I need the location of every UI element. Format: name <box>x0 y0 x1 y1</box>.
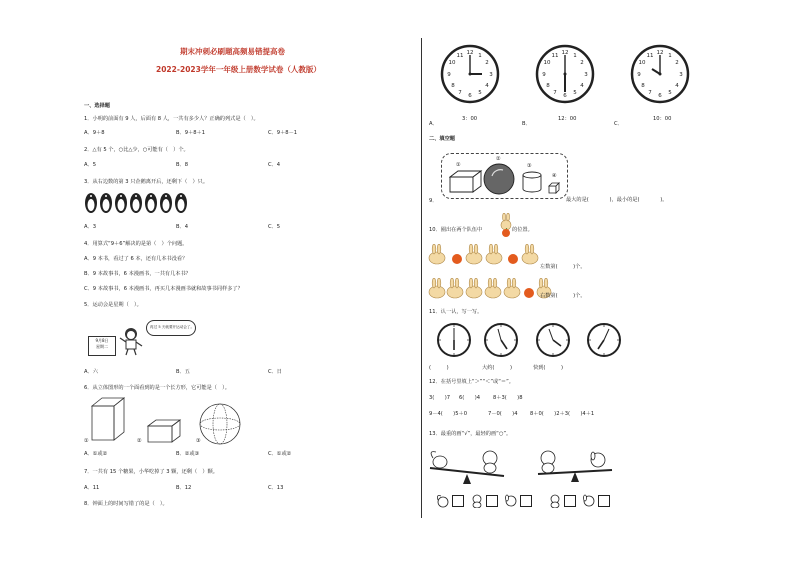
shape-number-3: ③ <box>527 163 532 169</box>
svg-text:10: 10 <box>638 60 646 66</box>
seesaw-left-icon <box>428 448 508 488</box>
svg-text:12: 12 <box>561 50 569 56</box>
exam-title: 期末冲刺必刷题高频易错提高卷 <box>180 47 285 56</box>
svg-text:6: 6 <box>468 93 472 99</box>
monkey-answer-icon <box>548 494 562 508</box>
q2-option-c[interactable]: C．4 <box>268 162 281 168</box>
svg-text:4: 4 <box>485 83 489 89</box>
svg-text:9: 9 <box>447 72 451 78</box>
clock-caption-c: 10：00 <box>653 116 672 122</box>
q12-item-2[interactable]: 6( )4 <box>459 395 481 401</box>
penguin-icon <box>130 193 142 213</box>
q12-item-4[interactable]: 9－4( )5＋0 <box>429 411 467 417</box>
question-7: 7．一共有 15 个糖果，小华吃掉了 3 颗，还剩（ ）颗。 <box>84 469 218 475</box>
clock-face-icon <box>535 44 595 104</box>
exam-subtitle: 2022-2023学年一年级上册数学试卷（人教版） <box>156 65 321 74</box>
penguin-icon <box>160 193 172 213</box>
q2-option-a[interactable]: A．5 <box>84 162 97 168</box>
ball-icon <box>483 163 515 195</box>
svg-text:2: 2 <box>485 60 489 66</box>
question-12: 12．在括号里填上“＞”“＜”或“＝”。 <box>429 379 514 385</box>
cylinder-icon <box>521 171 543 193</box>
question-13: 13．最重的画“√”，最轻的画“○”。 <box>429 431 512 437</box>
shape-label-3: ③ <box>196 438 201 444</box>
svg-text:11: 11 <box>456 53 464 59</box>
apple-icon <box>524 288 534 298</box>
q3-option-a[interactable]: A．3 <box>84 224 97 230</box>
q1-option-c[interactable]: C．9＋8－1 <box>268 130 298 136</box>
answer-box-dog-2[interactable] <box>598 495 610 507</box>
squirrel-answer-icon <box>436 494 450 508</box>
svg-text:6: 6 <box>563 93 567 99</box>
calendar-weekday: 星期二 <box>96 344 108 349</box>
clock-face-icon <box>440 44 500 104</box>
penguin-icon <box>85 193 97 213</box>
svg-text:7: 7 <box>648 90 652 96</box>
q6-option-b[interactable]: B．②或③ <box>176 451 200 457</box>
answer-box-dog[interactable] <box>520 495 532 507</box>
rabbit-icon <box>466 244 482 264</box>
penguin-icon <box>100 193 112 213</box>
q5-option-c[interactable]: C．日 <box>268 369 282 375</box>
question-5: 5．运动会是星期（ ）。 <box>84 302 142 308</box>
svg-text:9: 9 <box>542 72 546 78</box>
svg-text:2: 2 <box>675 60 679 66</box>
q6-option-a[interactable]: A．①或② <box>84 451 108 457</box>
q10-right-label: 右数第( )个。 <box>540 293 586 299</box>
q6-option-c[interactable]: C．①或② <box>268 451 292 457</box>
question-6: 6．从立体图形的一个面看到的是一个长方形，它可能是（ ）。 <box>84 385 230 391</box>
svg-text:12: 12 <box>466 50 474 56</box>
clock-caption-a: 3：00 <box>462 116 478 122</box>
q3-option-c[interactable]: C．5 <box>268 224 281 230</box>
svg-text:4: 4 <box>675 83 679 89</box>
dog-answer-icon <box>504 494 518 508</box>
apple-icon <box>508 254 518 264</box>
svg-text:4: 4 <box>580 83 584 89</box>
q12-item-1[interactable]: 3( )7 <box>429 395 451 401</box>
svg-text:9: 9 <box>637 72 641 78</box>
small-cube-icon <box>548 182 560 194</box>
shape-number-1: ① <box>456 162 461 168</box>
child-figure-icon <box>116 326 146 356</box>
q1-option-a[interactable]: A．9＋8 <box>84 130 105 136</box>
q12-item-6[interactable]: 8＋0( )2＋3( )4＋1 <box>530 411 595 417</box>
tall-cuboid-icon <box>90 396 126 442</box>
question-8: 8．钟面上的时间写错了的是（ ）。 <box>84 501 168 507</box>
q12-item-5[interactable]: 7－0( )4 <box>488 411 518 417</box>
calendar-card <box>88 336 116 356</box>
question-10-end: 的位置。 <box>512 227 533 233</box>
svg-text:11: 11 <box>551 53 559 59</box>
monkey-answer-icon <box>470 494 484 508</box>
shape-number-4: ④ <box>552 173 557 179</box>
penguin-icon <box>175 193 187 213</box>
svg-text:5: 5 <box>668 90 672 96</box>
rabbit-icon <box>486 244 502 264</box>
q2-option-b[interactable]: B．8 <box>176 162 189 168</box>
monkey-icon <box>541 451 555 473</box>
section-fill: 二、填空题 <box>429 136 455 142</box>
q3-option-b[interactable]: B．4 <box>176 224 189 230</box>
question-1: 1．小明的前面有 9 人，后面有 8 人，一共有多少人？正确的列式是（ ）。 <box>84 116 259 122</box>
svg-text:7: 7 <box>458 90 462 96</box>
clock-face-icon <box>630 44 690 104</box>
shape-label-1: ① <box>84 438 89 444</box>
q5-option-b[interactable]: B．五 <box>176 369 190 375</box>
small-clock-icon <box>535 322 571 358</box>
seesaw-right-icon <box>536 448 616 488</box>
answer-box-monkey[interactable] <box>486 495 498 507</box>
question-4: 4．用算式“9＋6”解决的是第（ ）个问题。 <box>84 241 188 247</box>
q1-option-b[interactable]: B．9＋8＋1 <box>176 130 206 136</box>
section-choice: 一、选择题 <box>84 103 110 109</box>
rabbit-icon <box>466 278 482 298</box>
q5-option-a[interactable]: A．六 <box>84 369 98 375</box>
shape-label-2: ② <box>137 438 142 444</box>
svg-text:1: 1 <box>573 53 577 59</box>
q7-option-a[interactable]: A．11 <box>84 485 100 491</box>
rabbit-icon <box>522 244 538 264</box>
clock-caption-b: 12：00 <box>558 116 577 122</box>
svg-text:1: 1 <box>668 53 672 59</box>
svg-text:2: 2 <box>580 60 584 66</box>
svg-text:3: 3 <box>584 72 588 78</box>
svg-text:5: 5 <box>478 90 482 96</box>
dog-icon <box>591 452 605 467</box>
answer-box-monkey-2[interactable] <box>564 495 576 507</box>
q8-option-a[interactable]: A． <box>429 121 438 127</box>
sphere-icon <box>198 402 242 446</box>
rabbit-icon <box>504 278 520 298</box>
cuboid-icon <box>449 170 483 194</box>
svg-text:1: 1 <box>478 53 482 59</box>
svg-text:8: 8 <box>451 83 455 89</box>
calendar-date: 9月8日 <box>95 338 109 343</box>
svg-text:12: 12 <box>656 50 664 56</box>
svg-text:10: 10 <box>543 60 551 66</box>
q8-option-c[interactable]: C． <box>614 121 623 127</box>
rabbit-icon <box>485 278 501 298</box>
q4-option-b[interactable]: B．9 本故事书，6 本漫画书，一共有几本书？ <box>84 271 191 277</box>
q4-option-a[interactable]: A．9 本书，看过了 6 本，还有几本书没看？ <box>84 256 188 262</box>
question-9-text: 最大的是( )，最小的是( )。 <box>566 197 668 203</box>
monkey-icon <box>483 451 497 473</box>
question-2: 2．△有 5 个，○比△少，○可能有（ ）个。 <box>84 147 189 153</box>
speech-bubble <box>146 320 196 336</box>
svg-text:5: 5 <box>573 90 577 96</box>
penguin-icon <box>145 193 157 213</box>
small-clock-icon <box>586 322 622 358</box>
q8-option-b[interactable]: B． <box>522 121 531 127</box>
svg-text:6: 6 <box>658 93 662 99</box>
question-9-number: 9． <box>429 198 438 204</box>
shape-number-2: ② <box>496 156 501 162</box>
svg-text:3: 3 <box>489 72 493 78</box>
q11-answer-1[interactable]: ( ) <box>429 365 449 371</box>
question-11: 11．认一认，写一写。 <box>429 309 483 315</box>
rabbit-icon <box>429 278 445 298</box>
penguin-row-image <box>84 190 192 214</box>
penguin-icon <box>115 193 127 213</box>
q4-option-c[interactable]: C．9 本故事书，6 本漫画书，再买几本漫画书就和故事书同样多了？ <box>84 286 243 292</box>
small-clock-icon <box>483 322 519 358</box>
svg-text:3: 3 <box>679 72 683 78</box>
question-10: 10．圈出在两个队伍中 <box>429 227 483 233</box>
q7-option-b[interactable]: B．12 <box>176 485 192 491</box>
q11-answer-2[interactable]: 大约( ) <box>482 365 512 371</box>
svg-text:11: 11 <box>646 53 654 59</box>
column-divider <box>421 38 422 518</box>
svg-text:10: 10 <box>448 60 456 66</box>
answer-box-squirrel[interactable] <box>452 495 464 507</box>
question-3: 3．从右边数的第 3 只企鹅离开后，还剩下（ ）只。 <box>84 179 209 185</box>
rabbit-icon <box>447 278 463 298</box>
q10-left-label: 左数第( )个。 <box>540 264 586 270</box>
rabbit-icon <box>429 244 445 264</box>
q12-item-3[interactable]: 8＋3( )8 <box>493 395 523 401</box>
speech-bubble-text: 再过 5 天就要开运动会了。 <box>150 325 195 329</box>
small-clock-icon <box>436 322 472 358</box>
q11-answer-3[interactable]: 快到( ) <box>533 365 563 371</box>
squirrel-icon <box>431 452 447 468</box>
svg-text:8: 8 <box>641 83 645 89</box>
dog-answer-icon <box>582 494 596 508</box>
animal-row-right <box>428 278 552 300</box>
svg-text:8: 8 <box>546 83 550 89</box>
apple-icon <box>501 228 511 237</box>
apple-icon <box>452 254 462 264</box>
q7-option-c[interactable]: C．13 <box>268 485 284 491</box>
cube-icon <box>146 418 184 444</box>
svg-text:7: 7 <box>553 90 557 96</box>
animal-row-left <box>428 244 552 266</box>
